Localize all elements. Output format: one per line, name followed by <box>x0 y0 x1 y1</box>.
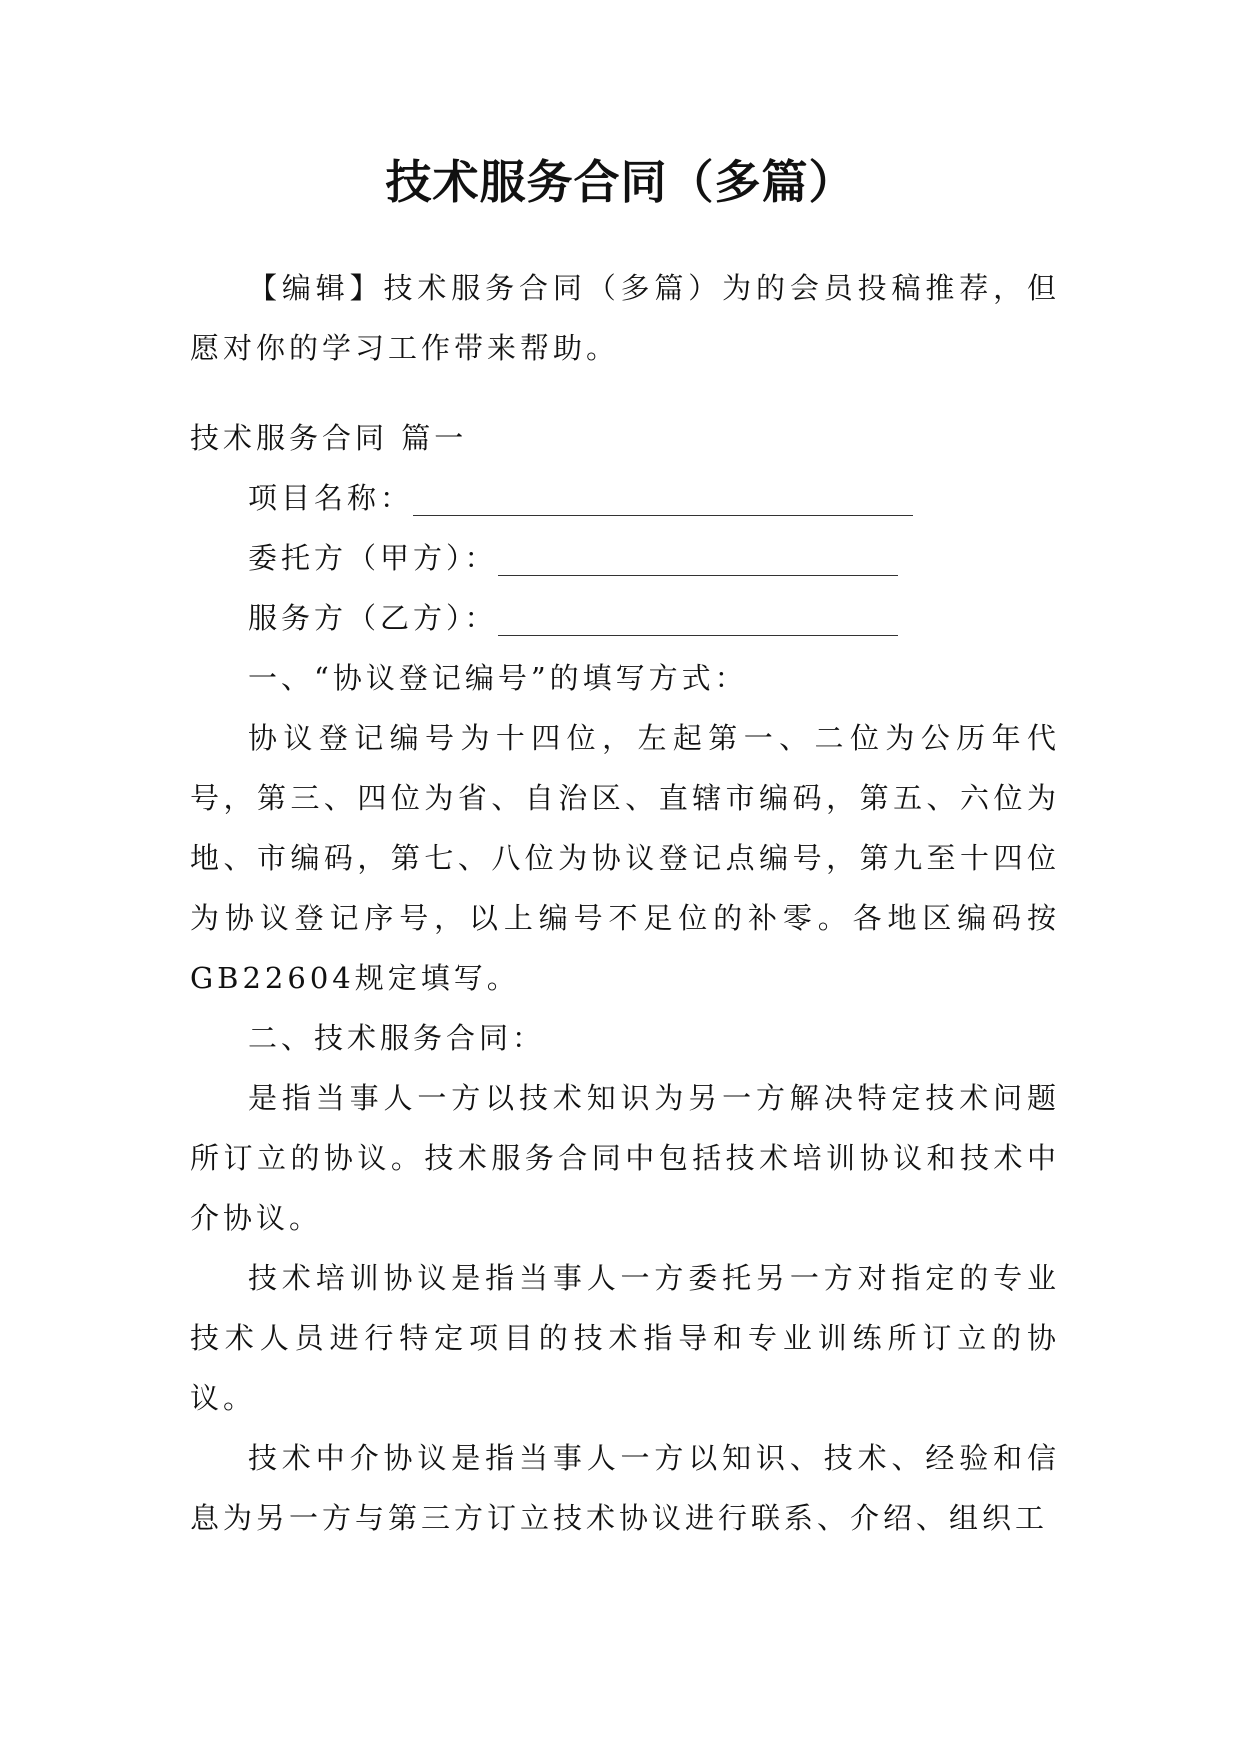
provider-blank <box>498 603 898 636</box>
field-client <box>190 528 1060 588</box>
paragraph-training: 技术培训协议是指当事人一方委托另一方对指定的专业技术人员进行特定项目的技术指导和专业训练所订立的协议。 <box>190 1261 1060 1415</box>
paragraph-registration-heading: 一、“协议登记编号”的填写方式： <box>248 661 748 695</box>
intro-block <box>190 258 1060 378</box>
field-label: 服务方（乙方）： <box>248 601 498 635</box>
field-label: 项目名称： <box>248 481 414 515</box>
document-title: 技术服务合同（多篇） <box>385 155 856 209</box>
paragraph-registration-body: 协议登记编号为十四位，左起第一、二位为公历年代号，第三、四位为省、自治区、直辖市编码，第五、六位为地、市编码，第七、八位为协议登记点编号，第九至十四位为协议登记序号，以上编号不足位的补零。各地区编码按GB22604规定填写。 <box>190 721 1060 995</box>
project-name-blank <box>413 483 913 516</box>
paragraph-service-definition: 是指当事人一方以技术知识为另一方解决特定技术问题所订立的协议。技术服务合同中包括技术培训协议和技术中介协议。 <box>190 1081 1060 1235</box>
intro-paragraph: 【编辑】技术服务合同（多篇）为的会员投稿推荐，但愿对你的学习工作带来帮助。 <box>190 271 1060 365</box>
section-heading: 技术服务合同 篇一 <box>190 421 468 455</box>
paragraph-intermediary: 技术中介协议是指当事人一方以知识、技术、经验和信息为另一方与第三方订立技术协议进行联系、介绍、组织工 <box>190 1441 1060 1535</box>
paragraph-service-heading: 二、技术服务合同： <box>248 1021 546 1055</box>
field-provider <box>190 588 1060 648</box>
field-project-name <box>190 468 1060 528</box>
body-block <box>190 408 1060 1548</box>
field-label: 委托方（甲方）： <box>248 541 498 575</box>
client-blank <box>498 543 898 576</box>
